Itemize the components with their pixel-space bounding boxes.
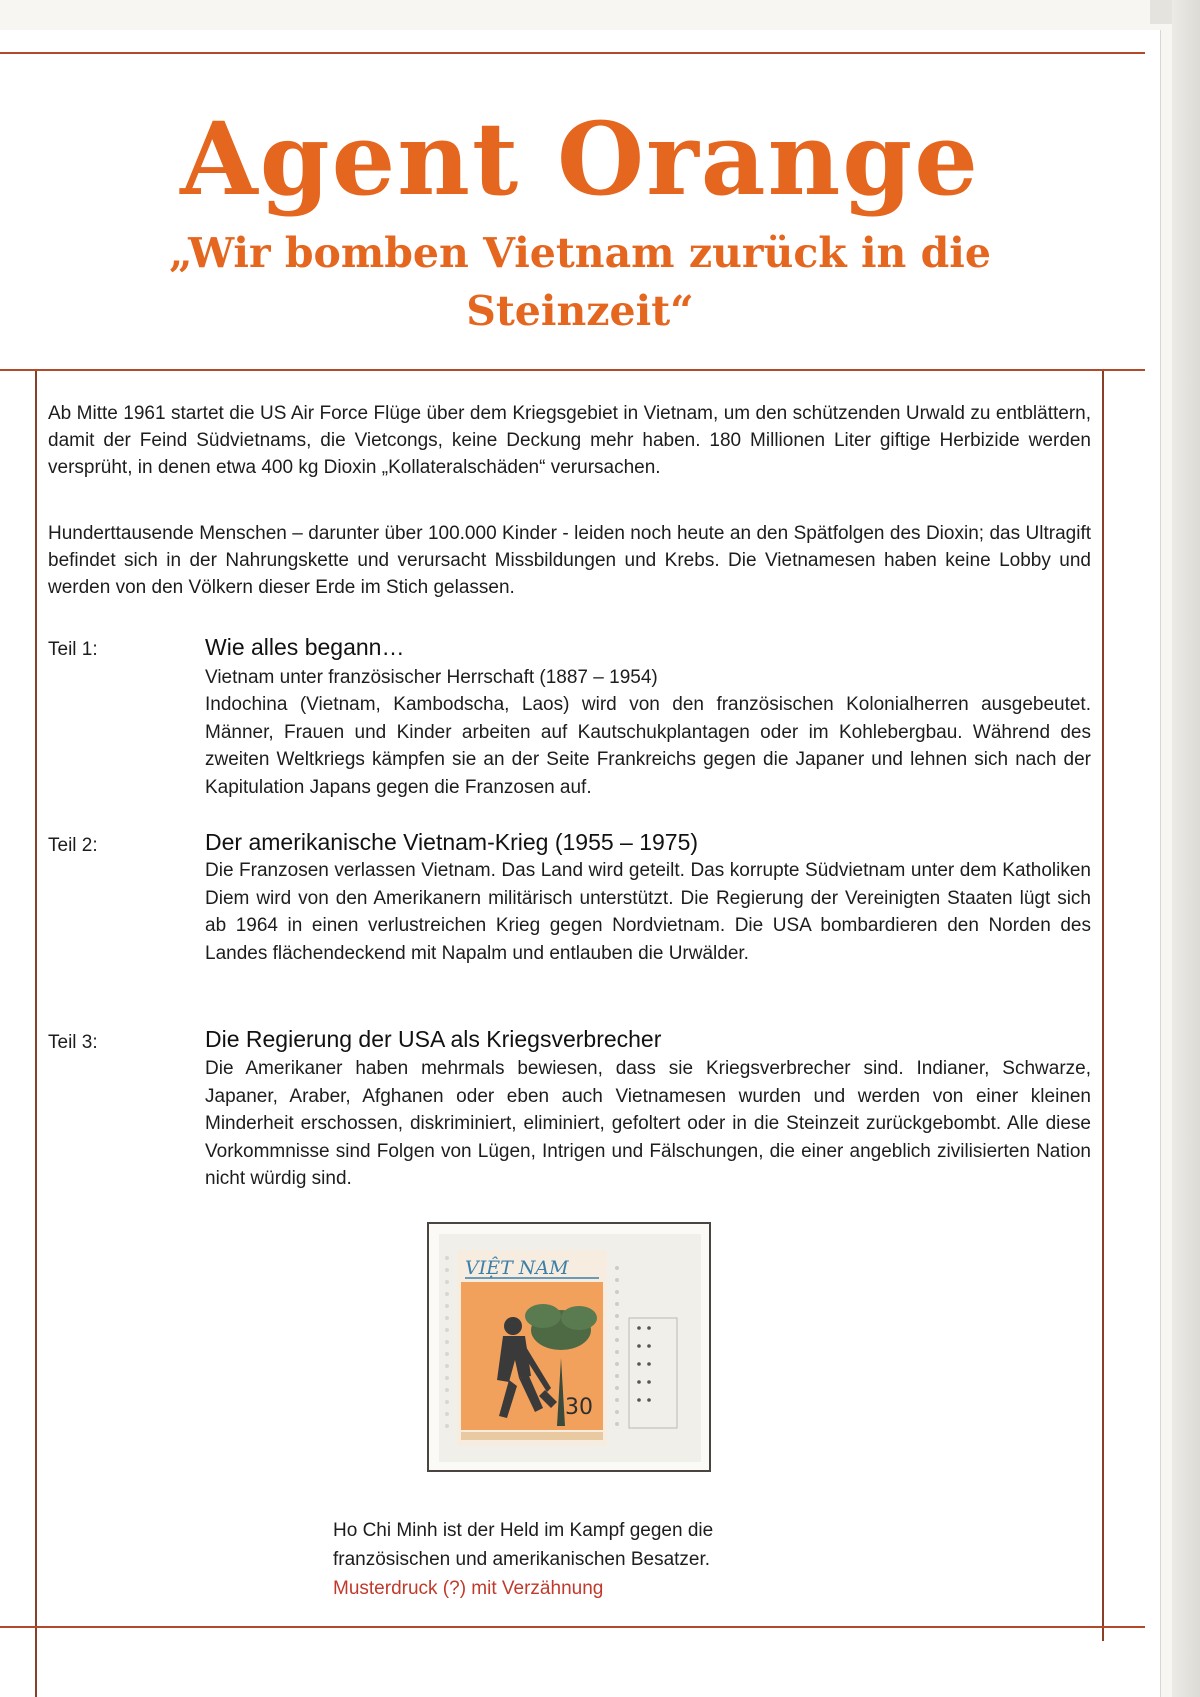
page-subtitle <box>0 224 1160 340</box>
intro-paragraph-2: Hunderttausende Menschen – darunter über 100.000 Kinder - leiden noch heute an den Spätfolgen des Dioxin; das Ultragift befindet sich in der Nahrungskette und verursacht Missbildungen und Krebs. Die Vietnamesen haben keine Lobby und werden von den Völkern dieser Erde im Stich gelassen. <box>48 523 1091 598</box>
teil-1-body: Indochina (Vietnam, Kambodscha, Laos) wird von den französischen Kolonialherren ausgebeutet. Männer, Frauen und Kinder arbeiten auf Kautschukplantagen oder im Kohlebergbau. Während des zweiten Weltkriegs kämpfen sie an der Seite Frankreichs gegen die Japaner und lehnen sich nach der Kapitulation Japans gegen die Franzosen auf. <box>205 694 1091 798</box>
teil-2-label: Teil 2: <box>48 835 98 856</box>
stamp-caption-line-1: Ho Chi Minh ist der Held im Kampf gegen die <box>333 1520 714 1541</box>
intro-paragraph-1: Ab Mitte 1961 startet die US Air Force Flüge über dem Kriegsgebiet in Vietnam, um den schützenden Urwald zu entblättern, damit der Feind Südvietnams, die Vietcongs, keine Deckung mehr haben. 180 Millionen Liter giftige Herbizide werden versprüht, in denen etwa 400 kg Dioxin „Kollateralschäden“ verursachen. <box>48 403 1091 478</box>
right-frame-line <box>1102 371 1104 1641</box>
scan-edge-right <box>1172 0 1200 1697</box>
page-title: Agent Orange <box>180 100 980 218</box>
teil-1-label: Teil 1: <box>48 639 98 660</box>
teil-1-heading: Wie alles begann… <box>205 634 405 660</box>
stamp-caption-line-2: französischen und amerikanischen Besatzer. <box>333 1549 711 1570</box>
perforation-left <box>445 1256 449 1428</box>
bottom-rule <box>0 1626 1145 1628</box>
stamp-mount <box>427 1222 711 1472</box>
header-bottom-rule <box>0 369 1145 371</box>
stamp-image <box>439 1238 701 1460</box>
teil-2-heading: Der amerikanische Vietnam-Krieg (1955 – 1975) <box>205 829 699 855</box>
stamp-value-text: 30 <box>565 1395 593 1420</box>
stamp-caption-note: Musterdruck (?) mit Verzähnung <box>333 1578 604 1599</box>
teil-3-label: Teil 3: <box>48 1032 98 1053</box>
stamp-country-text: VIỆT NAM <box>465 1257 569 1279</box>
perforation-right <box>615 1266 619 1426</box>
gutter-box <box>629 1318 677 1428</box>
top-rule <box>0 52 1145 54</box>
subtitle-line-2: Steinzeit“ <box>466 287 694 335</box>
teil-3-heading: Die Regierung der USA als Kriegsverbrecher <box>205 1026 662 1052</box>
teil-1-subheading: Vietnam unter französischer Herrschaft (1887 – 1954) <box>205 667 658 688</box>
left-frame-line <box>35 371 37 1697</box>
teil-3-body: Die Amerikaner haben mehrmals bewiesen, dass sie Kriegsverbrecher sind. Indianer, Schwarze, Japaner, Araber, Afghanen oder eben auch Vietnamesen wurden und werden von einer kleinen Minderheit erschossen, diskriminiert, eliminiert, gefoltert oder in die Steinzeit zurückgebombt. Alle diese Vorkommnisse sind Folgen von Lügen, Intrigen und Fälschungen, die einer angeblich zivilisierten Nation nicht würdig sind. <box>205 1058 1091 1189</box>
subtitle-line-1: „Wir bomben Vietnam zurück in die <box>169 229 991 277</box>
gutter-markings <box>637 1326 651 1402</box>
teil-2-body: Die Franzosen verlassen Vietnam. Das Land wird geteilt. Das korrupte Südvietnam unter dem Katholiken Diem wird von den Amerikanern militärisch unterstützt. Die Regierung der Vereinigten Staaten lügt sich ab 1964 in einen verlustreichen Krieg gegen Nordvietnam. Die USA bombardieren den Norden des Landes flächendeckend mit Napalm und entlauben die Urwälder. <box>205 860 1091 964</box>
stamp-bottom-band <box>461 1432 603 1440</box>
